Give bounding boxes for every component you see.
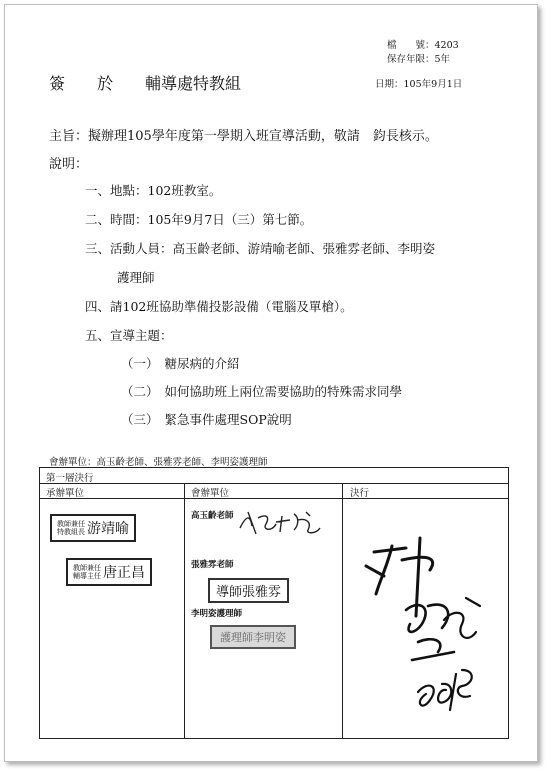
- stamp-title: 教師兼任 輔導主任: [73, 564, 101, 580]
- item-4: [85, 297, 353, 315]
- item-text: 宣導主題：: [110, 328, 173, 343]
- item-number: 四、: [85, 299, 111, 314]
- col-cosign-unit: 會辦單位: [191, 488, 230, 499]
- item-text: 地點：102班教室。: [110, 183, 222, 198]
- topic-text: 緊急事件處理SOP說明: [164, 412, 292, 427]
- topic-number: （一）: [121, 356, 159, 371]
- cosigner-stamp-3: 護理師李明姿: [210, 625, 296, 649]
- date-label: 日期：: [375, 79, 404, 90]
- approval-table: [39, 467, 509, 739]
- retention-label: 保存年限：: [387, 54, 435, 65]
- item-number: 五、: [85, 328, 111, 343]
- cosign-units-note: 會辦單位：高玉齡老師、張雅雰老師、李明姿護理師: [49, 457, 268, 468]
- topic-3: [121, 410, 292, 428]
- cosigner-label-2: 張雅雰老師: [191, 560, 234, 570]
- cosigner-1-signature: [236, 504, 336, 540]
- cosigner-stamp-2: 導師張雅雰: [208, 578, 289, 603]
- topic-number: （三）: [121, 412, 159, 427]
- topic-2: [121, 382, 402, 400]
- explanation-label: 說明：: [49, 157, 89, 172]
- col-host-unit: 承辦單位: [46, 488, 85, 499]
- stamp-name: 唐正昌: [103, 565, 145, 581]
- host-stamp-1: [50, 514, 136, 542]
- document-date: [375, 76, 462, 90]
- item-5: [85, 326, 173, 344]
- topic-text: 如何協助班上兩位需要協助的特殊需求同學: [164, 384, 403, 399]
- topic-number: （二）: [121, 384, 159, 399]
- sign-header: 簽 於 輔導處特教組: [49, 74, 242, 93]
- decision-level-label: 第一層決行: [46, 473, 94, 484]
- item-text: 請102班協助準備投影設備（電腦及單槍）。: [110, 299, 353, 314]
- retention-value: 5年: [434, 54, 451, 65]
- decision-signature: [358, 524, 498, 734]
- item-number: 一、: [85, 183, 111, 198]
- stamp-name: 游靖喻: [87, 521, 129, 537]
- subject-line: 主旨：擬辦理105學年度第一學期入班宣導活動，敬請 鈞長核示。: [49, 129, 438, 144]
- col-decision: 決行: [350, 488, 370, 499]
- column-divider: [342, 484, 343, 738]
- file-number: [387, 37, 459, 51]
- item-text: 時間：105年9月7日（三）第七節。: [110, 212, 313, 227]
- date-value: 105年9月1日: [403, 79, 463, 90]
- table-header-row: [40, 484, 508, 499]
- retention-period: [387, 51, 450, 65]
- table-level-row: [40, 468, 508, 484]
- item-1: [85, 181, 221, 199]
- item-3: [85, 239, 435, 257]
- topic-1: [121, 354, 240, 372]
- host-stamp-2: [66, 558, 152, 586]
- document-page: [4, 4, 538, 762]
- item-2: [85, 210, 312, 228]
- file-number-label: 檔 號：: [387, 40, 435, 51]
- topic-text: 糖尿病的介紹: [164, 356, 240, 371]
- item-3-continued: 護理師: [117, 270, 155, 285]
- item-number: 二、: [85, 212, 111, 227]
- column-divider: [184, 484, 185, 738]
- cosigner-label-3: 李明姿護理師: [191, 609, 243, 619]
- item-number: 三、: [85, 241, 111, 256]
- cosigner-label-1: 高玉齡老師: [191, 511, 234, 521]
- item-text: 活動人員：高玉齡老師、游靖喻老師、張雅雰老師、李明姿: [110, 241, 436, 256]
- stamp-title: 教師兼任 特教組長: [57, 520, 85, 536]
- file-number-value: 4203: [434, 40, 459, 51]
